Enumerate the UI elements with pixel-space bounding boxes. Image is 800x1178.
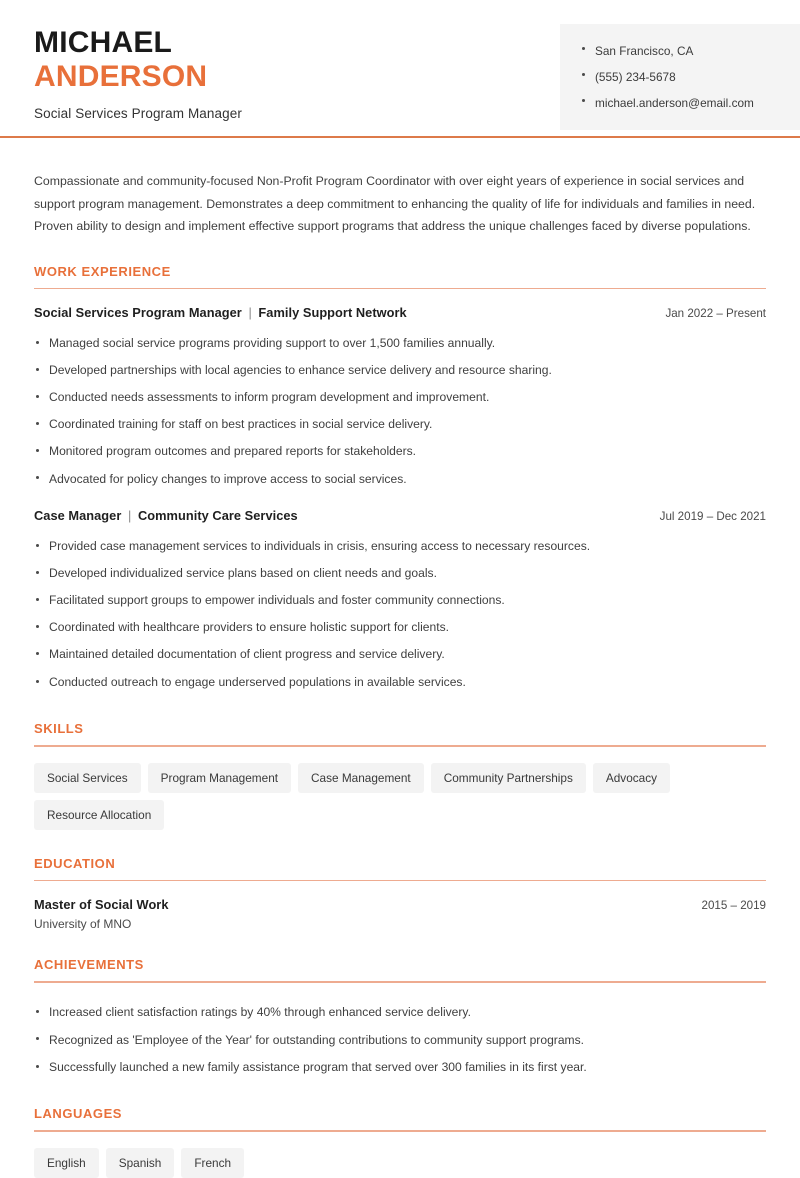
education-institution: University of MNO [34,917,132,932]
list-item: Monitored program outcomes and prepared reports for stakeholders. [34,438,766,465]
education-entry [34,897,766,931]
language-chip: Spanish [106,1148,175,1178]
section-title-work-experience: WORK EXPERIENCE [34,263,171,279]
section-title-languages: LANGUAGES [34,1106,123,1122]
professional-summary: Compassionate and community-focused Non-Profit Program Coordinator with over eight years of experience in social services and support program management. Demonstrates a deep commitment to enhancing the quality of life for individuals and families in need. Proven ability to design and implement effective support programs that address the unique challenges faced by diverse populations. [34,174,756,233]
languages-chip-list [34,1148,766,1178]
contact-phone[interactable]: (555) 234-5678 [582,64,800,90]
language-chip: English [34,1148,99,1178]
experience-bullet-list [34,532,766,695]
title-separator: | [248,305,252,320]
name-block [34,26,242,121]
title-separator: | [127,508,132,524]
first-name: MICHAEL [34,26,173,59]
experience-entry [34,305,766,492]
contact-panel [560,24,800,130]
section-divider [34,981,766,983]
experience-company: Family Support Network [258,305,407,320]
list-item: Facilitated support groups to empower individuals and foster community connections. [34,587,766,614]
experience-entry-header [34,305,766,320]
skill-chip: Social Services [34,763,141,793]
list-item: Successfully launched a new family assistance program that served over 300 families in its first year. [34,1053,766,1080]
experience-company: Community Care Services [137,508,298,524]
list-item: Increased client satisfaction ratings by 40% through enhanced service delivery. [34,999,766,1026]
education-entry-header [34,897,766,912]
education-date: 2015 – 2019 [701,899,766,913]
skill-chip: Advocacy [593,763,670,793]
section-divider [34,288,766,290]
list-item: Coordinated with healthcare providers to ensure holistic support for clients. [34,614,766,641]
skill-chip: Community Partnerships [431,763,586,793]
list-item: Developed partnerships with local agencies to enhance service delivery and resource sharing. [34,356,766,383]
experience-bullet-list [34,329,766,492]
section-title-achievements: ACHIEVEMENTS [34,957,144,973]
resume-header [0,0,800,140]
experience-role: Social Services Program Manager [34,305,242,320]
skill-chip: Resource Allocation [34,800,164,830]
section-divider [34,745,766,747]
list-item: Maintained detailed documentation of client progress and service delivery. [34,641,766,668]
last-name: ANDERSON [34,60,208,93]
experience-role: Case Manager [34,508,122,524]
list-item: Developed individualized service plans based on client needs and goals. [34,559,766,586]
header-divider [0,136,800,138]
section-skills [34,721,766,830]
list-item: Recognized as 'Employee of the Year' for outstanding contributions to community support programs. [34,1026,766,1053]
list-item: Conducted outreach to engage underserved populations in available services. [34,668,766,695]
experience-title-line [34,305,407,320]
contact-email[interactable]: michael.anderson@email.com [582,90,800,116]
education-degree: Master of Social Work [34,897,169,913]
resume-content [0,170,800,1178]
section-languages [34,1106,766,1178]
achievements-bullet-list [34,999,766,1081]
list-item: Provided case management services to individuals in crisis, ensuring access to necessary resources. [34,532,766,559]
section-work-experience [34,264,766,696]
headline-job-title: Social Services Program Manager [34,106,242,121]
section-title-education: EDUCATION [34,855,116,871]
experience-title-line [34,508,298,523]
experience-date: Jul 2019 – Dec 2021 [659,510,766,524]
list-item: Advocated for policy changes to improve access to social services. [34,465,766,492]
list-item: Managed social service programs providing support to over 1,500 families annually. [34,329,766,356]
experience-date: Jan 2022 – Present [665,307,766,320]
language-chip: French [181,1148,244,1178]
list-item: Coordinated training for staff on best practices in social service delivery. [34,411,766,438]
section-education [34,856,766,932]
skills-chip-list [34,763,766,830]
section-divider [34,880,766,882]
experience-entry-header [34,508,766,523]
section-divider [34,1130,766,1132]
skill-chip: Program Management [148,763,291,793]
section-achievements [34,957,766,1080]
list-item: Conducted needs assessments to inform program development and improvement. [34,383,766,410]
skill-chip: Case Management [298,763,424,793]
experience-entry [34,508,766,695]
contact-location: San Francisco, CA [582,38,800,64]
section-title-skills: SKILLS [34,721,84,737]
